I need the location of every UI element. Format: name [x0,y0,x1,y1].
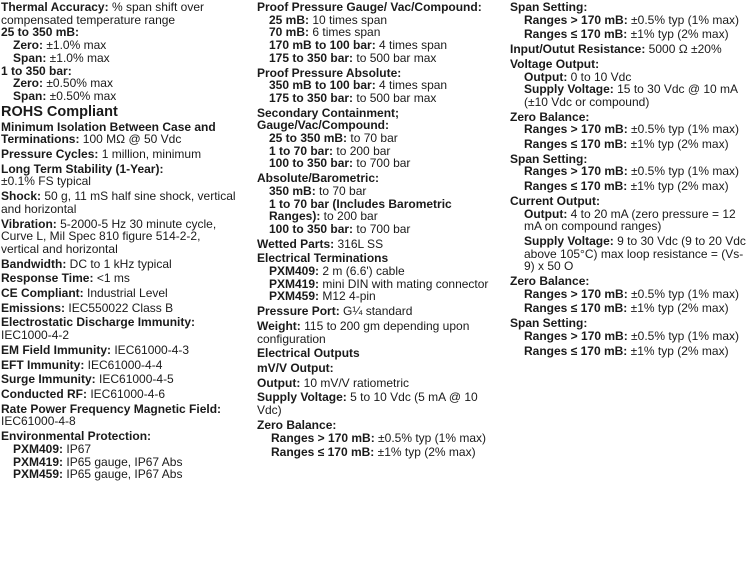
proof-gauge-25mb: 25 mB: 10 times span [269,12,388,27]
voltage-zero-le170: Ranges ≤ 170 mB: ±1% typ (2% max) [524,137,729,152]
rohs-heading: ROHS Compliant [1,103,118,120]
wetted-parts: Wetted Parts: 316L SS [257,236,384,251]
spec-column-1 [1,1,241,481]
elec-outputs-heading: Electrical Outputs [257,346,360,361]
thermal-accuracy: Thermal Accuracy: % span shift over compensated temperature range [1,0,204,27]
current-zero-le170: Ranges ≤ 170 mB: ±1% typ (2% max) [524,301,729,316]
term-pxm419: PXM419: mini DIN with mating connector [269,276,489,291]
voltage-span-gt170: Ranges > 170 mB: ±0.5% typ (1% max) [524,164,740,179]
range-25-350mb-zero: Zero: ±1.0% max [13,38,107,53]
range-1-350bar-span: Span: ±0.50% max [13,88,117,103]
voltage-zero-balance-heading: Zero Balance: [510,109,590,124]
mvv-span-le170: Ranges ≤ 170 mB: ±1% typ (2% max) [524,27,729,42]
range-1-350bar-heading: 1 to 350 bar: [1,63,72,78]
range-25-350mb-span: Span: ±1.0% max [13,50,110,65]
current-supply: Supply Voltage: 9 to 30 Vdc (9 to 20 Vdc above 105°C) max loop resistance = (Vs-9) x 50 O [524,233,746,274]
term-pxm409: PXM409: 2 m (6.6') cable [269,264,405,279]
shock: Shock: 50 g, 11 mS half sine shock, vertical and horizontal [1,189,236,216]
secondary-25mb: 25 to 350 mB: to 70 bar [269,131,398,146]
eft-immunity: EFT Immunity: IEC61000-4-4 [1,357,163,372]
mvv-span-gt170: Ranges > 170 mB: ±0.5% typ (1% max) [524,12,740,27]
mvv-zero-balance-le170: Ranges ≤ 170 mB: ±1% typ (2% max) [271,445,476,460]
current-zero-balance-heading: Zero Balance: [510,274,590,289]
voltage-zero-gt170: Ranges > 170 mB: ±0.5% typ (1% max) [524,122,740,137]
em-field-immunity: EM Field Immunity: IEC61000-4-3 [1,342,190,357]
env-protection-heading: Environmental Protection: [1,429,152,444]
proof-gauge-heading: Proof Pressure Gauge/ Vac/Compound: [257,0,482,14]
mvv-supply-voltage: Supply Voltage: 5 to 10 Vdc (5 mA @ 10 Vdc) [257,390,478,418]
elec-terminations-heading: Electrical Terminations [257,251,389,266]
mvv-zero-balance-gt170: Ranges > 170 mB: ±0.5% typ (1% max) [271,430,487,445]
proof-gauge-70mb: 70 mB: 6 times span [269,25,381,40]
long-term-stability: Long Term Stability (1-Year): ±0.1% FS typical [1,161,164,189]
esd-immunity: Electrostatic Discharge Immunity: IEC1000-4-2 [1,315,196,343]
ce-compliant: CE Compliant: Industrial Level [1,286,168,301]
voltage-span-heading: Span Setting: [510,151,588,166]
current-output-heading: Current Output: [510,193,600,208]
current-span-heading: Span Setting: [510,316,588,331]
vibration: Vibration: 5-2000-5 Hz 30 minute cycle, Curve L, Mil Spec 810 figure 514-2-2, vertical and horizontal [1,216,217,256]
spec-column-2 [257,1,504,461]
abs-baro-350mb: 350 mB: to 70 bar [269,183,367,198]
abs-baro-100bar: 100 to 350 bar: to 700 bar [269,221,411,236]
proof-abs-heading: Proof Pressure Absolute: [257,65,402,80]
pressure-port: Pressure Port: G¼ standard [257,304,413,319]
response-time: Response Time: <1 ms [1,271,130,286]
secondary-100bar: 100 to 350 bar: to 700 bar [269,156,411,171]
current-span-le170: Ranges ≤ 170 mB: ±1% typ (2% max) [524,343,729,358]
current-zero-gt170: Ranges > 170 mB: ±0.5% typ (1% max) [524,286,740,301]
range-1-350bar-zero: Zero: ±0.50% max [13,76,113,91]
mvv-zero-balance-heading: Zero Balance: [257,417,337,432]
proof-gauge-170mb: 170 mB to 100 bar: 4 times span [269,38,448,53]
proof-abs-350mb: 350 mB to 100 bar: 4 times span [269,78,448,93]
abs-baro-1bar: 1 to 70 bar (Includes Barometric Ranges): to 200 bar [269,196,452,224]
secondary-1bar: 1 to 70 bar: to 200 bar [269,143,391,158]
conducted-rf: Conducted RF: IEC61000-4-6 [1,386,166,401]
mvv-output-heading: mV/V Output: [257,360,334,375]
pressure-cycles: Pressure Cycles: 1 million, minimum [1,147,202,162]
env-pxm459: PXM459: IP65 gauge, IP67 Abs [13,467,183,482]
bandwidth: Bandwidth: DC to 1 kHz typical [1,256,172,271]
secondary-containment-heading: Secondary Containment; Gauge/Vac/Compound: [257,105,400,133]
voltage-span-le170: Ranges ≤ 170 mB: ±1% typ (2% max) [524,179,729,194]
mvv-span-heading: Span Setting: [510,0,588,14]
surge-immunity: Surge Immunity: IEC61000-4-5 [1,372,174,387]
term-pxm459: PXM459: M12 4-pin [269,289,376,304]
abs-baro-heading: Absolute/Barometric: [257,171,380,186]
env-pxm419: PXM419: IP65 gauge, IP67 Abs [13,454,183,469]
weight: Weight: 115 to 200 gm depending upon configuration [257,318,470,346]
current-span-gt170: Ranges > 170 mB: ±0.5% typ (1% max) [524,328,740,343]
proof-gauge-175bar: 175 to 350 bar: to 500 bar max [269,50,437,65]
range-25-350mb-heading: 25 to 350 mB: [1,25,80,40]
rate-power-freq: Rate Power Frequency Magnetic Field: IEC61000-4-8 [1,401,222,429]
current-output: Output: 4 to 20 mA (zero pressure = 12 mA on compound ranges) [524,206,736,234]
min-isolation: Minimum Isolation Between Case and Terminations: 100 MΩ @ 50 Vdc [1,119,216,147]
voltage-output-heading: Voltage Output: [510,56,600,71]
env-pxm409: PXM409: IP67 [13,441,92,456]
io-resistance: Input/Outut Resistance: 5000 Ω ±20% [510,42,722,57]
spec-column-3 [510,1,750,359]
voltage-output: Output: 0 to 10 Vdc [524,69,632,84]
proof-abs-175bar: 175 to 350 bar: to 500 bar max [269,90,437,105]
mvv-output: Output: 10 mV/V ratiometric [257,375,410,390]
voltage-supply: Supply Voltage: 15 to 30 Vdc @ 10 mA (±10 Vdc or compound) [524,82,738,109]
emissions: Emissions: IEC550022 Class B [1,300,174,315]
